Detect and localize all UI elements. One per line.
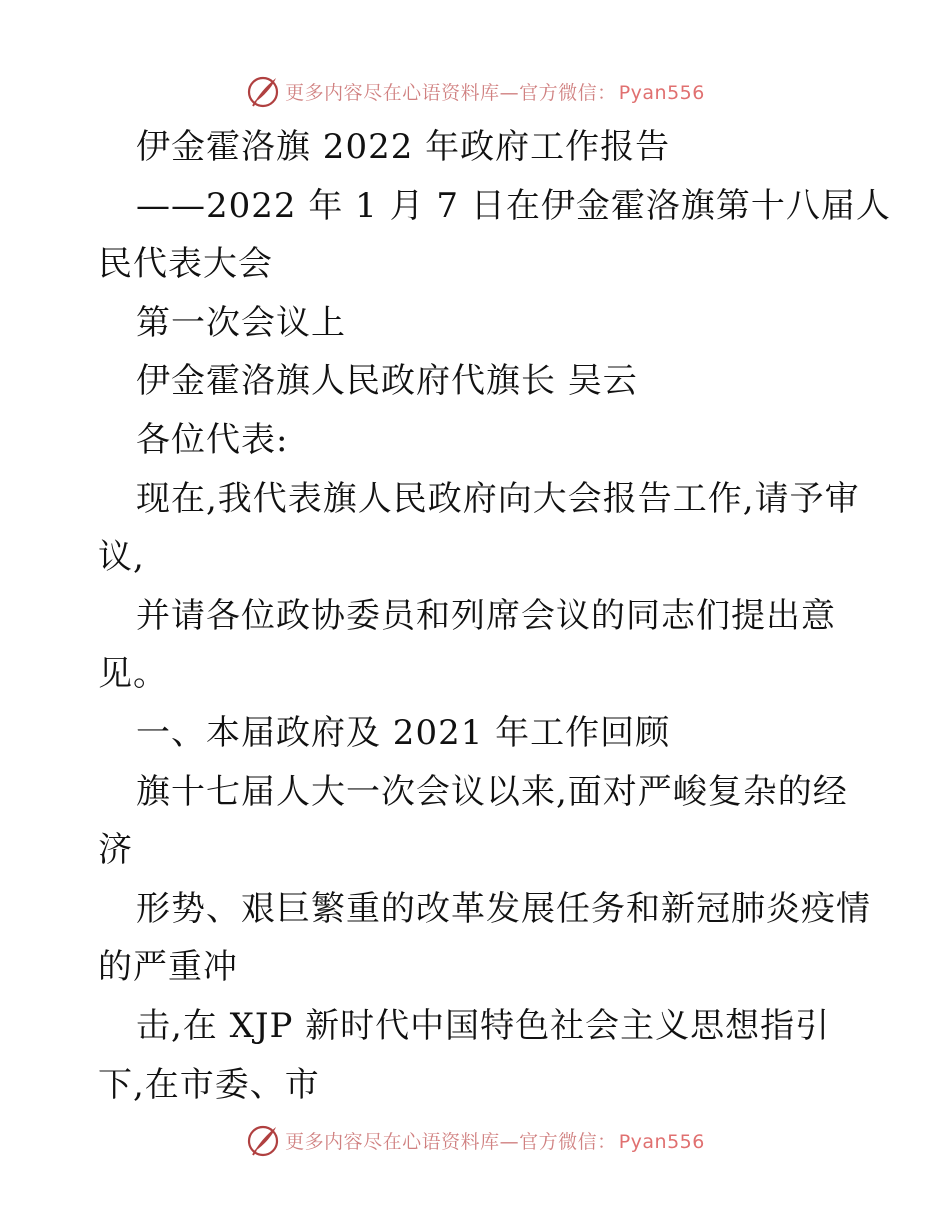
doc-paragraph-line: 下,在市委、市 <box>98 1064 320 1105</box>
watermark-dash: — <box>499 81 520 104</box>
doc-paragraph-line: 见。 <box>98 654 168 695</box>
doc-paragraph-line: 议, <box>98 537 145 578</box>
watermark-dash: — <box>499 1130 520 1153</box>
doc-salutation: 各位代表: <box>136 419 289 460</box>
doc-subtitle-line-1: ——2022 年 1 月 7 日在伊金霍洛旗第十八届人 <box>136 185 891 226</box>
watermark-text: 更多内容尽在心语资料库 <box>285 81 500 104</box>
doc-paragraph-line: 济 <box>98 830 133 871</box>
watermark-id: Pyan556 <box>618 1130 705 1153</box>
watermark-text: 更多内容尽在心语资料库 <box>285 1130 500 1153</box>
document-body <box>98 118 891 1114</box>
doc-section-heading: 一、本届政府及 2021 年工作回顾 <box>136 712 671 753</box>
watermark-header <box>0 71 950 111</box>
watermark-id: Pyan556 <box>618 81 705 104</box>
watermark-label: 官方微信： <box>519 81 617 104</box>
watermark-footer <box>0 1120 950 1160</box>
quill-seal-icon <box>245 73 281 109</box>
doc-subtitle-line-2: 民代表大会 <box>98 244 273 285</box>
doc-paragraph-line: 现在,我代表旗人民政府向大会报告工作,请予审 <box>136 478 860 519</box>
doc-title: 伊金霍洛旗 2022 年政府工作报告 <box>136 127 671 167</box>
doc-paragraph-line: 形势、艰巨繁重的改革发展任务和新冠肺炎疫情 <box>136 888 871 929</box>
doc-paragraph-line: 的严重冲 <box>98 947 238 988</box>
doc-paragraph-line: 击,在 XJP 新时代中国特色社会主义思想指引 <box>136 1005 831 1046</box>
watermark-label: 官方微信： <box>519 1130 617 1153</box>
doc-author: 伊金霍洛旗人民政府代旗长 吴云 <box>136 361 638 402</box>
doc-subtitle-line-3: 第一次会议上 <box>136 302 346 343</box>
quill-seal-icon <box>245 1122 281 1158</box>
doc-paragraph-line: 旗十七届人大一次会议以来,面对严峻复杂的经 <box>136 771 848 812</box>
doc-paragraph-line: 并请各位政协委员和列席会议的同志们提出意 <box>136 595 836 636</box>
